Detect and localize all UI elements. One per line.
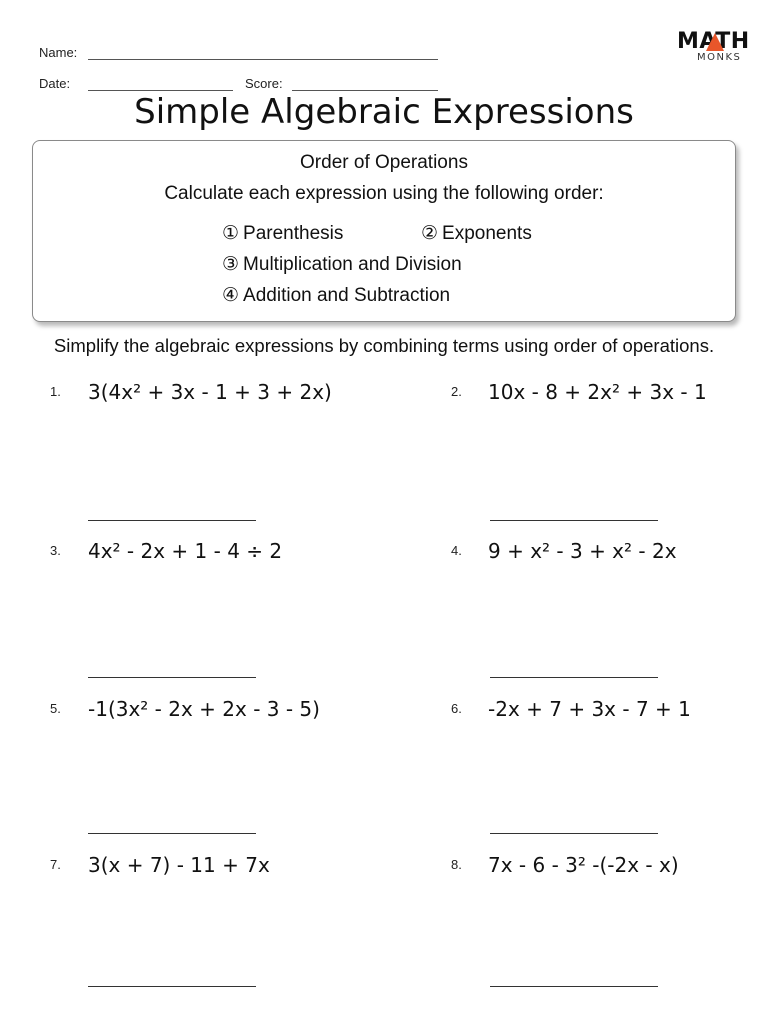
step-parenthesis bbox=[222, 222, 343, 246]
step-label: Addition and Subtraction bbox=[243, 285, 451, 306]
answer-line[interactable] bbox=[88, 520, 256, 521]
name-label: Name: bbox=[39, 45, 78, 60]
answer-line[interactable] bbox=[490, 986, 658, 987]
step-exponents bbox=[421, 222, 532, 246]
problem-number: 1. bbox=[50, 384, 61, 399]
instructions: Simplify the algebraic expressions by combining terms using order of operations. bbox=[53, 335, 715, 356]
step-label: Multiplication and Division bbox=[243, 254, 462, 275]
answer-line[interactable] bbox=[490, 520, 658, 521]
name-field[interactable] bbox=[88, 59, 438, 60]
step-multiplication-division bbox=[222, 253, 462, 277]
answer-line[interactable] bbox=[88, 833, 256, 834]
logo-word: MATH bbox=[677, 29, 750, 54]
problem-number: 8. bbox=[451, 857, 462, 872]
step-number: ④ bbox=[222, 285, 240, 306]
step-addition-subtraction bbox=[222, 284, 450, 308]
problem-number: 4. bbox=[451, 543, 462, 558]
problem-number: 5. bbox=[50, 701, 61, 716]
problem-number: 2. bbox=[451, 384, 462, 399]
box-heading: Order of Operations bbox=[300, 152, 468, 173]
logo-sub: MONKS bbox=[697, 52, 742, 63]
step-number: ③ bbox=[222, 254, 240, 275]
step-label: Parenthesis bbox=[243, 223, 344, 244]
problem-expression: 3(4x² + 3x - 1 + 3 + 2x) bbox=[88, 380, 332, 404]
answer-line[interactable] bbox=[88, 986, 256, 987]
box-subheading: Calculate each expression using the following order: bbox=[164, 183, 604, 204]
answer-line[interactable] bbox=[490, 677, 658, 678]
logo-triangle-icon bbox=[706, 33, 724, 51]
problem-number: 7. bbox=[50, 857, 61, 872]
date-label: Date: bbox=[39, 76, 71, 91]
problem-expression: 10x - 8 + 2x² + 3x - 1 bbox=[488, 380, 707, 404]
score-label: Score: bbox=[245, 76, 283, 91]
math-monks-logo bbox=[677, 30, 749, 66]
step-number: ② bbox=[421, 223, 439, 244]
problem-expression: -1(3x² - 2x + 2x - 3 - 5) bbox=[88, 697, 320, 721]
problem-expression: -2x + 7 + 3x - 7 + 1 bbox=[488, 697, 691, 721]
step-number: ① bbox=[222, 223, 240, 244]
problem-expression: 9 + x² - 3 + x² - 2x bbox=[488, 539, 677, 563]
page-title: Simple Algebraic Expressions bbox=[134, 92, 634, 132]
answer-line[interactable] bbox=[88, 677, 256, 678]
problem-expression: 7x - 6 - 3² -(-2x - x) bbox=[488, 853, 679, 877]
problem-number: 3. bbox=[50, 543, 61, 558]
order-of-operations-box bbox=[32, 140, 736, 322]
answer-line[interactable] bbox=[490, 833, 658, 834]
problem-number: 6. bbox=[451, 701, 462, 716]
problem-expression: 3(x + 7) - 11 + 7x bbox=[88, 853, 270, 877]
problem-expression: 4x² - 2x + 1 - 4 ÷ 2 bbox=[88, 539, 283, 563]
step-label: Exponents bbox=[442, 223, 532, 244]
